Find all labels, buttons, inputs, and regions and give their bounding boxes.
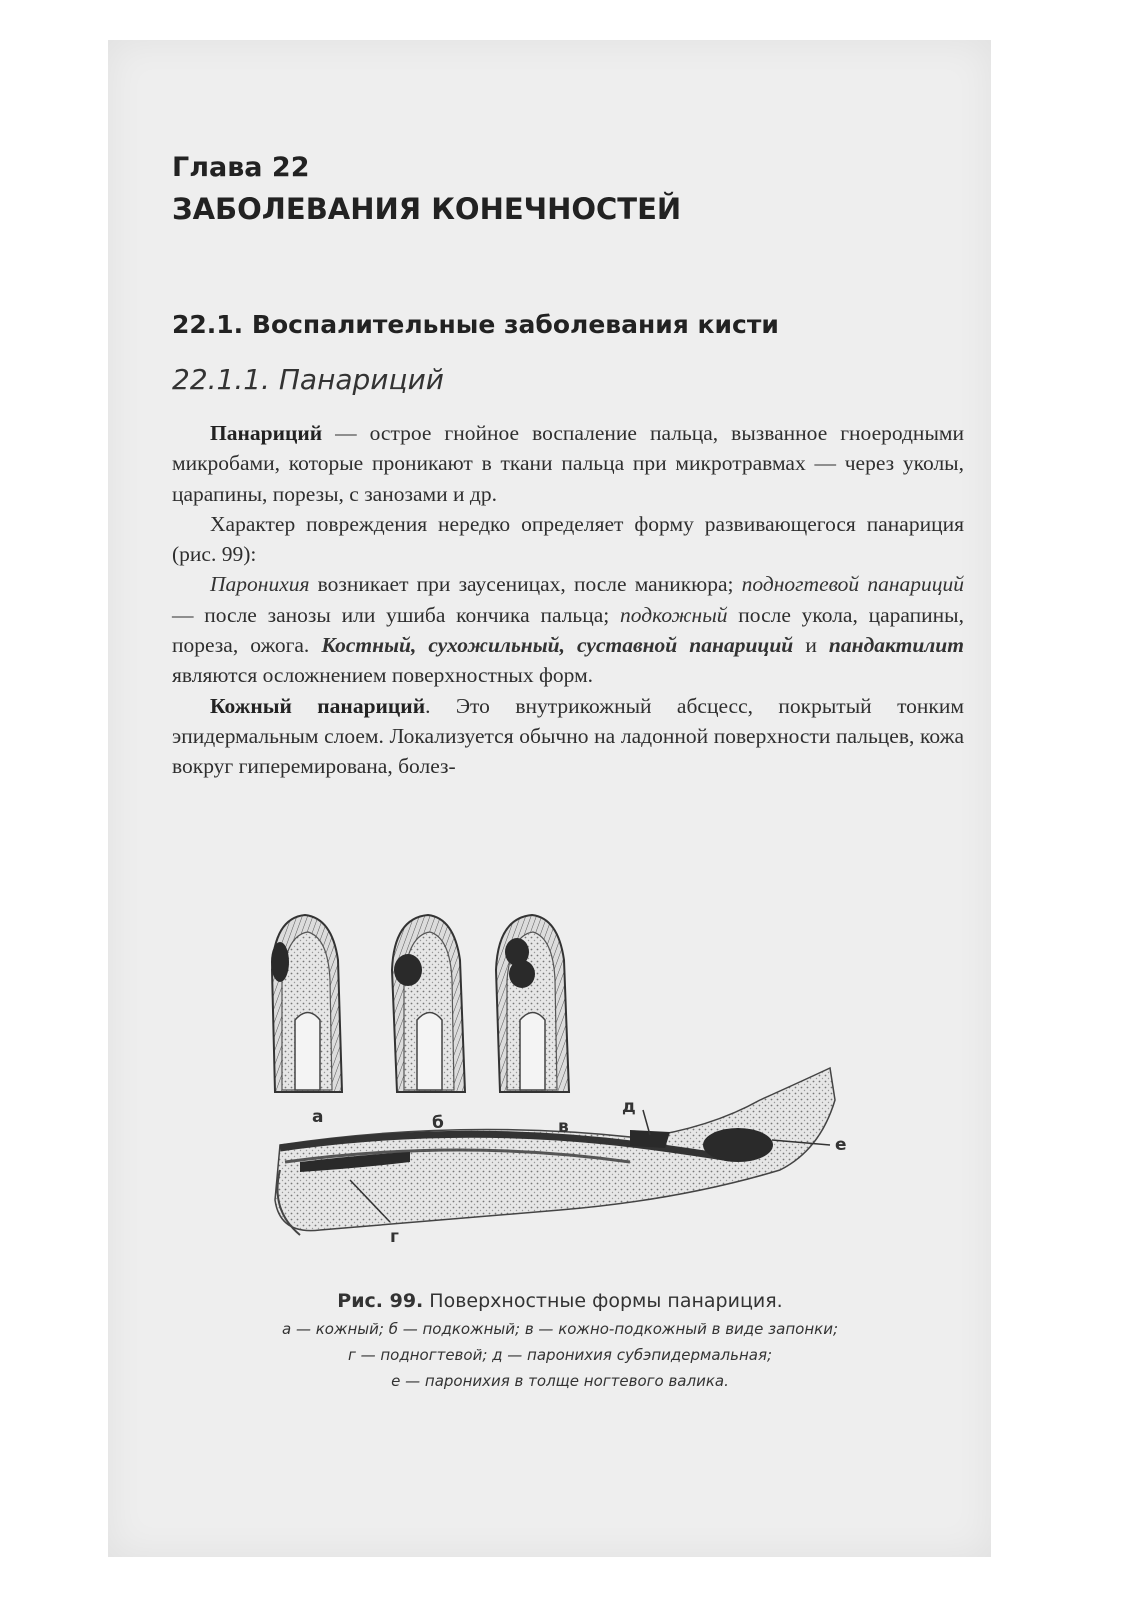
p3-text-2: — после занозы или ушиба кончика пальца; — [172, 602, 620, 627]
term-paronychia: Паронихия — [210, 572, 310, 597]
term-pandactylitis: пандактилит — [828, 633, 964, 658]
finger-section-diagram — [275, 1068, 835, 1235]
finger-diagram-b — [392, 915, 465, 1092]
p3-text-1: возникает при заусеницах, после маникюра; — [309, 572, 742, 597]
label-b: б — [432, 1113, 444, 1133]
body-text — [172, 418, 964, 782]
caption-line-3: е — паронихия в толще ногтевого валика. — [391, 1372, 729, 1390]
abscess-b — [394, 954, 422, 986]
figure-panaritium-illustration — [260, 900, 860, 1260]
label-a: а — [312, 1107, 324, 1127]
term-subungual: подногтевой панариций — [741, 572, 964, 597]
figure-caption-title — [160, 1290, 960, 1312]
finger-diagram-v — [496, 915, 569, 1092]
paragraph-4 — [172, 691, 964, 782]
abscess-v-inner — [509, 960, 535, 988]
paragraph-2: Характер повреждения нередко определяет форму развивающегося панариция (рис. 99): — [172, 511, 964, 567]
p3-text-4: и — [793, 633, 829, 658]
finger-diagram-a — [271, 915, 342, 1092]
chapter-title: ЗАБОЛЕВАНИЯ КОНЕЧНОСТЕЙ — [172, 192, 682, 226]
label-d: д — [622, 1097, 636, 1117]
caption-line-1: а — кожный; б — подкожный; в — кожно-подкожный в виде запонки; — [282, 1320, 838, 1338]
term-bone-tendon-joint: Костный, сухожильный, суставной панариций — [321, 633, 794, 658]
label-v: в — [558, 1117, 569, 1137]
paragraph-3 — [172, 569, 964, 690]
abscess-a — [271, 942, 289, 982]
p3-text-3: после укола, царапины, пореза, ожога. — [172, 602, 964, 658]
subsection-title: 22.1.1. Панариций — [172, 363, 444, 396]
abscess-e — [703, 1128, 773, 1162]
chapter-label: Глава 22 — [172, 152, 310, 183]
label-e: е — [835, 1135, 847, 1155]
section-title: 22.1. Воспалительные заболевания кисти — [172, 310, 779, 339]
p4-text: . Это внутрикожный абсцесс, покрытый тонким эпидермальным слоем. Локализуется обычно на ладонной поверхности пальцев, кожа вокруг гиперемирована, болез- — [172, 693, 964, 779]
caption-line-2: г — подногтевой; д — паронихия субэпидермальная; — [347, 1346, 773, 1364]
paragraph-1 — [172, 418, 964, 509]
p1-text: — острое гнойное воспаление пальца, вызванное гноеродными микробами, которые проникают в ткани пальца при микротравмах — через уколы, царапины, порезы, с занозами и др. — [172, 421, 964, 506]
term-subcutaneous: подкожный — [620, 602, 728, 627]
term-cutaneous: Кожный панариций — [210, 693, 426, 718]
figure-title: Поверхностные формы панариция. — [423, 1290, 783, 1312]
label-g: г — [390, 1227, 399, 1247]
p3-text-5: являются осложнением поверхностных форм. — [172, 663, 594, 688]
figure-number: Рис. 99. — [337, 1290, 424, 1312]
term-panaritium: Панариций — [210, 421, 323, 445]
